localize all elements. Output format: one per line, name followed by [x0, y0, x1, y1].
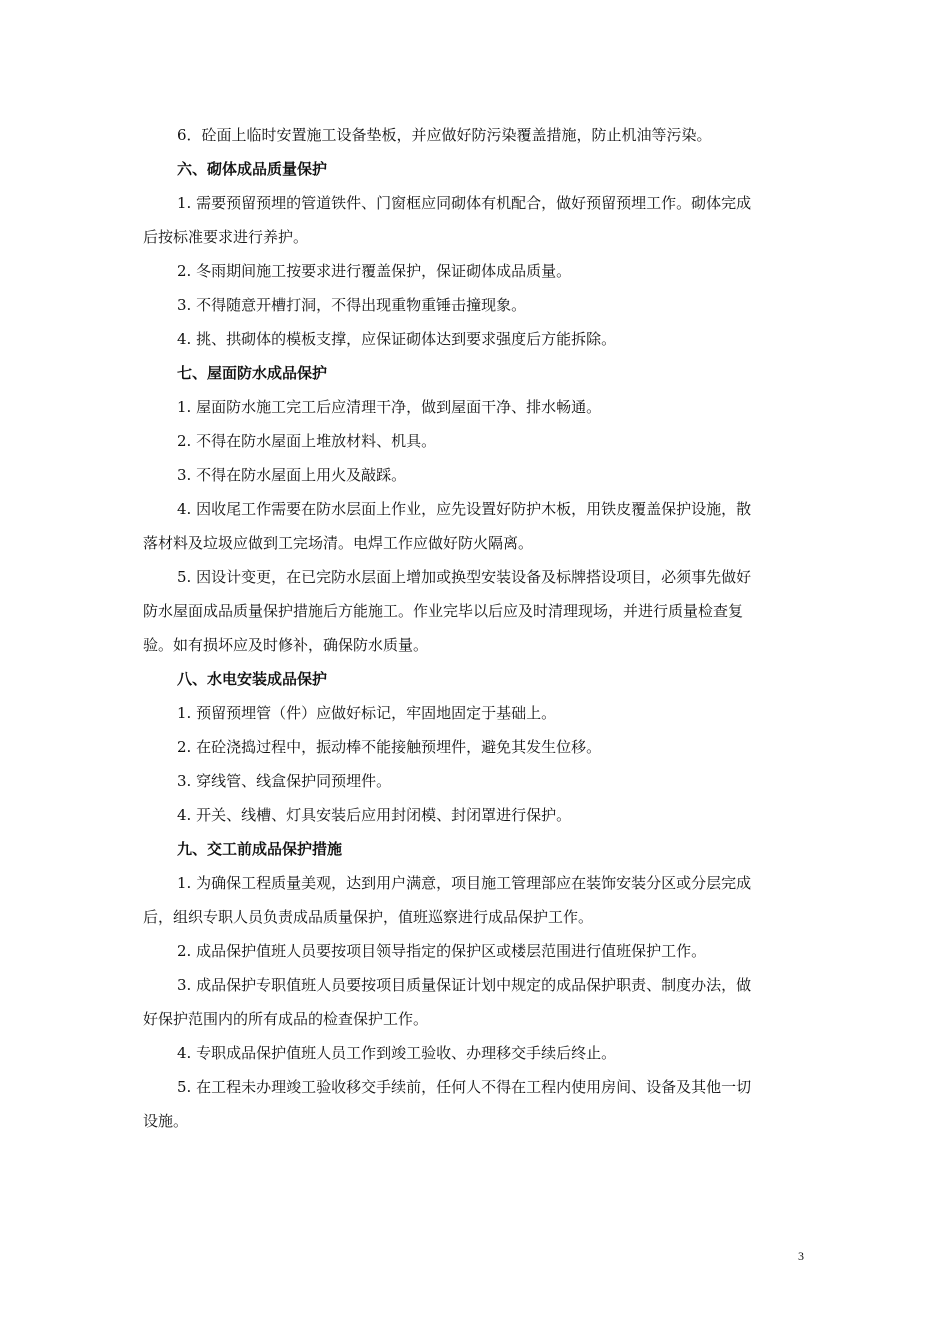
paragraph-line: 4. 因收尾工作需要在防水层面上作业，应先设置好防护木板，用铁皮覆盖保护设施，散 — [177, 500, 752, 518]
section-heading-7: 七、屋面防水成品保护 — [177, 364, 328, 382]
paragraph-line: 3. 成品保护专职值班人员要按项目质量保证计划中规定的成品保护职责、制度办法，做 — [177, 976, 752, 994]
paragraph-line: 3. 不得随意开槽打洞，不得出现重物重锤击撞现象。 — [177, 296, 527, 314]
paragraph-line: 2. 在砼浇捣过程中，振动棒不能接触预埋件，避免其发生位移。 — [177, 738, 602, 756]
paragraph-line: 设施。 — [143, 1112, 189, 1130]
section-heading-6: 六、砌体成品质量保护 — [177, 160, 328, 178]
document-body — [143, 118, 809, 1138]
paragraph-line: 后按标准要求进行养护。 — [143, 228, 309, 246]
paragraph-line: 1. 需要预留预埋的管道铁件、门窗框应同砌体有机配合，做好预留预埋工作。砌体完成 — [177, 194, 752, 212]
paragraph-line: 4. 开关、线槽、灯具安装后应用封闭模、封闭罩进行保护。 — [177, 806, 572, 824]
paragraph-line: 5. 在工程未办理竣工验收移交手续前，任何人不得在工程内使用房间、设备及其他一切 — [177, 1078, 752, 1096]
paragraph-line: 2. 成品保护值班人员要按项目领导指定的保护区或楼层范围进行值班保护工作。 — [177, 942, 707, 960]
section-heading-8: 八、水电安装成品保护 — [177, 670, 328, 688]
paragraph-line: 4. 挑、拱砌体的模板支撑，应保证砌体达到要求强度后方能拆除。 — [177, 330, 617, 348]
paragraph-line: 1. 为确保工程质量美观，达到用户满意，项目施工管理部应在装饰安装分区或分层完成 — [177, 874, 752, 892]
section-heading-9: 九、交工前成品保护措施 — [177, 840, 343, 858]
paragraph-line: 1. 屋面防水施工完工后应清理干净，做到屋面干净、排水畅通。 — [177, 398, 602, 416]
paragraph-line: 后，组织专职人员负责成品质量保护，值班巡察进行成品保护工作。 — [143, 908, 594, 926]
paragraph-line: 好保护范围内的所有成品的检查保护工作。 — [143, 1010, 429, 1028]
paragraph-line: 3. 不得在防水屋面上用火及敲踩。 — [177, 466, 407, 484]
page-number: 3 — [798, 1249, 804, 1263]
paragraph-line: 4. 专职成品保护值班人员工作到竣工验收、办理移交手续后终止。 — [177, 1044, 617, 1062]
paragraph-line: 落材料及垃圾应做到工完场清。电焊工作应做好防火隔离。 — [143, 534, 534, 552]
paragraph-line: 3. 穿线管、线盒保护同预埋件。 — [177, 772, 392, 790]
paragraph-line: 2. 不得在防水屋面上堆放材料、机具。 — [177, 432, 437, 450]
paragraph-line: 防水屋面成品质量保护措施后方能施工。作业完毕以后应及时清理现场，并进行质量检查复 — [143, 602, 744, 620]
paragraph-line: 2. 冬雨期间施工按要求进行覆盖保护，保证砌体成品质量。 — [177, 262, 572, 280]
paragraph-line: 6．砼面上临时安置施工设备垫板，并应做好防污染覆盖措施，防止机油等污染。 — [177, 126, 712, 144]
paragraph-line: 验。如有损坏应及时修补，确保防水质量。 — [143, 636, 429, 654]
paragraph-line: 5. 因设计变更，在已完防水层面上增加或换型安装设备及标牌搭设项目，必须事先做好 — [177, 568, 752, 586]
paragraph-line: 1. 预留预埋管（件）应做好标记，牢固地固定于基础上。 — [177, 704, 557, 722]
